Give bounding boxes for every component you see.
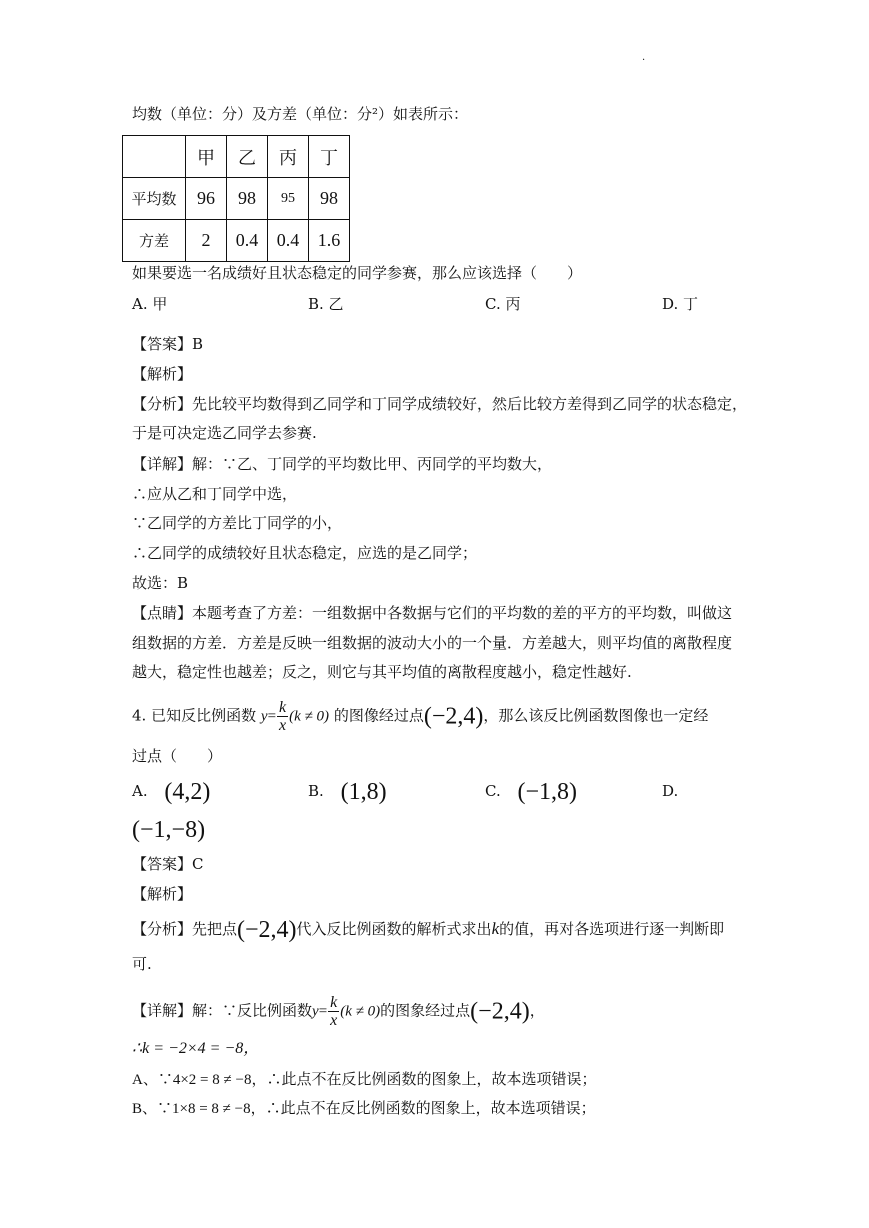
q4-detail-line: 【详解】解：∵反比例函数y= $\frac{k}{x}$ (k ≠ 0)的图象经过点(−2,4)， (132, 994, 545, 1029)
option-letter: C. (485, 782, 501, 800)
table-header-cell (123, 136, 186, 178)
q3-comment-line: 越大，稳定性也越差；反之，则它与其平均值的离散程度越小，稳定性越好. (132, 663, 632, 681)
q4-option-d-letter: D. (662, 782, 679, 800)
table-row (123, 136, 350, 178)
point-neg2-4: (−2,4) (237, 917, 297, 943)
table-cell: 0.4 (268, 220, 309, 262)
q4-analysis-line (132, 918, 724, 941)
q3-answer: 【答案】B (132, 335, 204, 353)
k-value-line: ∴k = −2×4 = −8， (132, 1040, 260, 1057)
q4-analysis-text: 【分析】先把点 (132, 920, 238, 938)
q3-analysis-line: 【分析】先比较平均数得到乙同学和丁同学成绩较好，然后比较方差得到乙同学的状态稳定， (132, 395, 748, 413)
page-dot: . (642, 52, 646, 63)
q3-detail-line: 故选：B (132, 574, 189, 592)
q3-option-b: B. 乙 (308, 295, 344, 313)
function-y: y (312, 1003, 319, 1020)
table-cell: 96 (186, 178, 227, 220)
table-row (123, 178, 350, 220)
option-value: (−1,−8) (132, 817, 206, 843)
table-cell: 1.6 (309, 220, 350, 262)
table-cell: 95 (268, 178, 309, 220)
fraction-numerator: k (279, 699, 287, 716)
variable-k: k (491, 919, 500, 938)
table-cell: 0.4 (227, 220, 268, 262)
q3-analysis-line: 于是可决定选乙同学去参赛. (132, 424, 317, 442)
table-header-cell: 丙 (268, 136, 309, 178)
check-text: ，∴此点不在反比例函数的图象上，故本选项错误； (251, 1070, 597, 1088)
q4-answer: 【答案】C (132, 855, 204, 873)
q3-stem: 如果要选一名成绩好且状态稳定的同学参赛，那么应该选择（ ） (132, 264, 583, 282)
q3-detail-line: ∴乙同学的成绩较好且状态稳定，应选的是乙同学； (132, 544, 478, 562)
condition-k-not-zero: (k ≠ 0) (289, 708, 330, 725)
q3-option-a: A. 甲 (132, 295, 168, 313)
table-row (123, 220, 350, 262)
q4-option-c (485, 780, 577, 803)
q4-stem (132, 699, 708, 734)
option-value: (−1,8) (517, 779, 578, 805)
q4-option-a (132, 780, 210, 803)
fraction-k-over-x (328, 994, 339, 1029)
check-math: A、∵4×2 = 8 ≠ −8 (132, 1072, 252, 1088)
q3-detail-line: ∵乙同学的方差比丁同学的小， (132, 514, 343, 532)
q4-analysis-line2: 可. (132, 955, 152, 973)
table-header-cell: 丁 (309, 136, 350, 178)
option-value: (4,2) (164, 779, 211, 805)
function-y: y (260, 708, 268, 725)
point-neg2-4: (−2,4) (470, 998, 530, 1025)
table-cell: 98 (227, 178, 268, 220)
q4-stem-text: ，那么该反比例函数图像也一定经 (483, 706, 709, 725)
option-letter: B. (308, 782, 324, 800)
row-label: 平均数 (123, 178, 186, 220)
table-header-cell: 甲 (186, 136, 227, 178)
row-label: 方差 (123, 220, 186, 262)
q4-detail-text: 【详解】解：∵反比例函数 (132, 1001, 313, 1020)
q4-analysis-text: 代入反比例函数的解析式求出 (296, 920, 492, 938)
table-cell: 98 (309, 178, 350, 220)
score-table (122, 135, 350, 262)
intro-line: 均数（单位：分）及方差（单位：分²）如表所示： (132, 105, 469, 123)
q3-analysis-title: 【解析】 (132, 365, 193, 383)
q4-analysis-text: 的值，再对各选项进行逐一判断即 (499, 920, 725, 938)
point-neg2-4: (−2,4) (423, 703, 484, 730)
q4-option-d-value (132, 818, 205, 841)
q3-comment-line: 【点睛】本题考查了方差：一组数据中各数据与它们的平均数的差的平方的平均数，叫做这 (132, 604, 733, 622)
equals-sign: = (267, 708, 277, 725)
fraction-numerator: k (330, 994, 338, 1011)
check-text: ，∴此点不在反比例函数的图象上，故本选项错误； (250, 1099, 596, 1117)
q4-number: 4. (132, 706, 147, 725)
q4-option-b (308, 780, 387, 803)
q3-comment-line: 组数据的方差．方差是反映一组数据的波动大小的一个量．方差越大，则平均值的离散程度 (132, 634, 733, 652)
option-value: (1,8) (340, 779, 387, 805)
q4-stem-line2: 过点（ ） (132, 747, 223, 765)
q3-detail-line: ∴应从乙和丁同学中选， (132, 485, 298, 503)
fraction-denominator: x (330, 1012, 338, 1029)
q4-detail-text: 的图象经过点 (380, 1001, 471, 1020)
table-cell: 2 (186, 220, 227, 262)
option-letter: A. (132, 782, 148, 800)
table-header-cell: 乙 (227, 136, 268, 178)
q4-check-line-b (132, 1097, 596, 1120)
q4-analysis-title: 【解析】 (132, 885, 193, 903)
q3-detail-line: 【详解】解：∵乙、丁同学的平均数比甲、丙同学的平均数大， (132, 455, 553, 473)
q3-option-c: C. 丙 (485, 295, 521, 313)
condition-k-not-zero: (k ≠ 0) (340, 1003, 381, 1020)
q4-check-line-a (132, 1068, 596, 1091)
equals-sign: = (318, 1003, 328, 1020)
q4-stem-text: 的图像经过点 (333, 706, 424, 725)
q4-stem-text: 已知反比例函数 (151, 706, 257, 725)
q3-option-d: D. 丁 (662, 295, 699, 313)
fraction-k-over-x (277, 699, 288, 734)
check-math: B、∵1×8 = 8 ≠ −8 (132, 1101, 251, 1117)
fraction-denominator: x (279, 717, 287, 734)
